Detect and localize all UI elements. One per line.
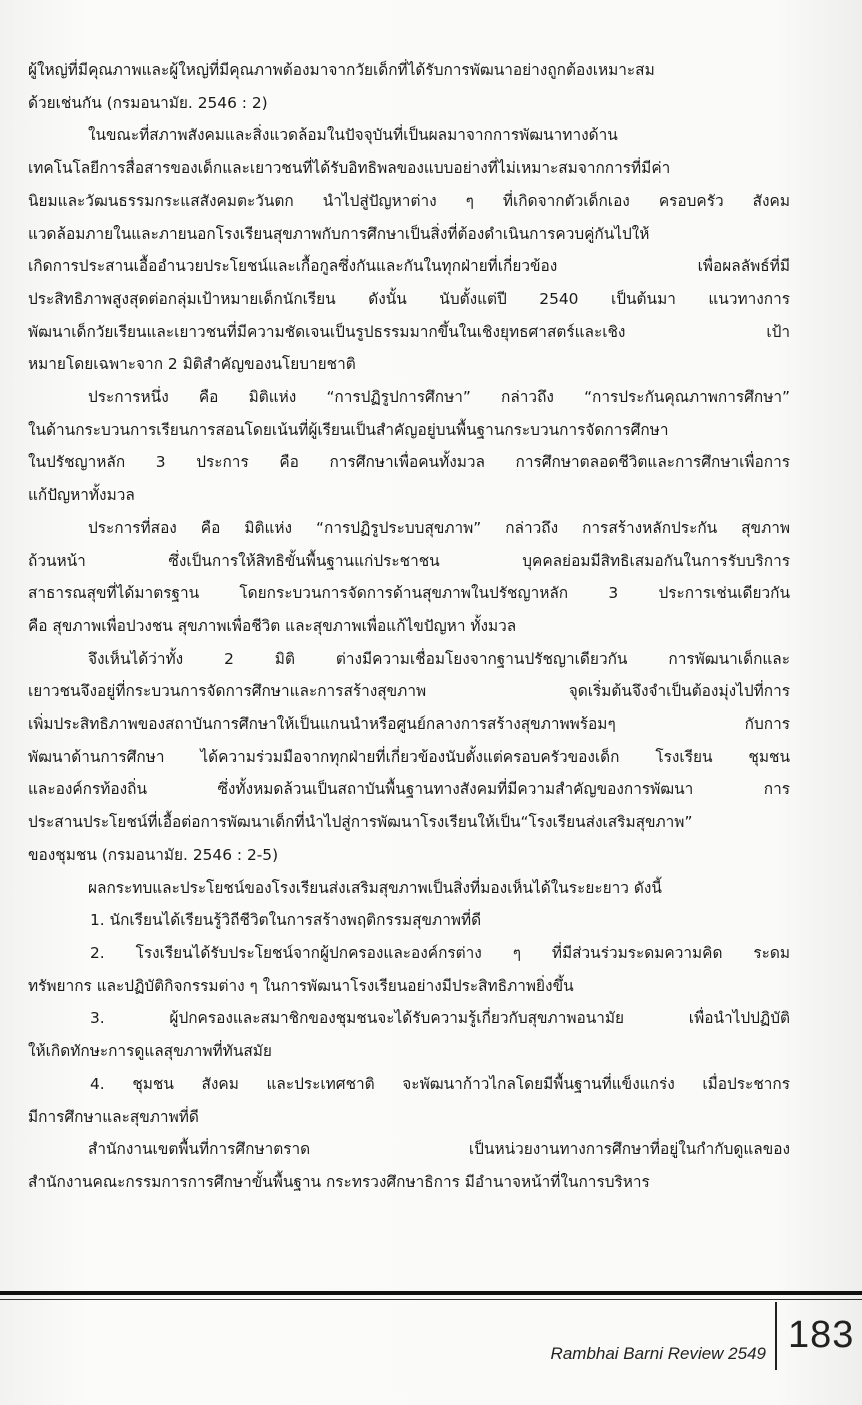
text-line: และองค์กรท้องถิ่น ซึ่งทั้งหมดล้วนเป็นสถาบันพื้นฐานทางสังคมที่มีความสำคัญของการพัฒนา การ (28, 780, 790, 799)
text-line: 2. โรงเรียนได้รับประโยชน์จากผู้ปกครองและองค์กรต่าง ๆ ที่มีส่วนร่วมระดมความคิด ระดม (90, 943, 790, 962)
text-line: หมายโดยเฉพาะจาก 2 มิติสำคัญของนโยบายชาติ (28, 355, 356, 374)
text-line: 1. นักเรียนได้เรียนรู้วิถีชีวิตในการสร้างพฤติกรรมสุขภาพที่ดี (90, 911, 482, 930)
text-line: ของชุมชน (กรมอนามัย. 2546 : 2-5) (28, 845, 279, 864)
text-line: ประสานประโยชน์ที่เอื้อต่อการพัฒนาเด็กที่นำไปสู่การพัฒนาโรงเรียนให้เป็น“โรงเรียนส่งเสริมสุขภาพ” (28, 813, 693, 832)
text-line: เกิดการประสานเอื้ออำนวยประโยชน์และเกื้อกูลซึ่งกันและกันในทุกฝ่ายที่เกี่ยวข้อง เพื่อผลลัพธ์ที่มี (28, 257, 790, 276)
text-line: สาธารณสุขที่ได้มาตรฐาน โดยกระบวนการจัดการด้านสุขภาพในปรัชญาหลัก 3 ประการเช่นเดียวกัน (28, 584, 790, 603)
text-line: 3. ผู้ปกครองและสมาชิกของชุมชนจะได้รับความรู้เกี่ยวกับสุขภาพอนามัย เพื่อนำไปปฏิบัติ (90, 1009, 790, 1028)
text-line: ในด้านกระบวนการเรียนการสอนโดยเน้นที่ผู้เรียนเป็นสำคัญอยู่บนพื้นฐานกระบวนการจัดการศึกษา (28, 420, 669, 439)
text-line: เยาวชนจึงอยู่ที่กระบวนการจัดการศึกษาและการสร้างสุขภาพ จุดเริ่มต้นจึงจำเป็นต้องมุ่งไปที่การ (28, 682, 790, 701)
text-line: ผลกระทบและประโยชน์ของโรงเรียนส่งเสริมสุขภาพเป็นสิ่งที่มองเห็นได้ในระยะยาว ดังนี้ (88, 878, 662, 897)
text-line: ประการที่สอง คือ มิติแห่ง “การปฏิรูประบบสุขภาพ” กล่าวถึง การสร้างหลักประกัน สุขภาพ (88, 518, 790, 537)
footer-divider (775, 1302, 777, 1370)
text-line: ผู้ใหญ่ที่มีคุณภาพและผู้ใหญ่ที่มีคุณภาพต้องมาจากวัยเด็กที่ได้รับการพัฒนาอย่างถูกต้องเหมาะสม (28, 61, 655, 79)
text-line: แก้ปัญหาทั้งมวล (28, 486, 135, 505)
text-line: พัฒนาด้านการศึกษา ได้ความร่วมมือจากทุกฝ่ายที่เกี่ยวข้องนับตั้งแต่ครอบครัวของเด็ก โรงเรียน ชุมชน (28, 747, 790, 766)
text-line: 4. ชุมชน สังคม และประเทศชาติ จะพัฒนาก้าวไกลโดยมีพื้นฐานที่แข็งแกร่ง เมื่อประชากร (90, 1074, 790, 1093)
text-line: คือ สุขภาพเพื่อปวงชน สุขภาพเพื่อชีวิต และสุขภาพเพื่อแก้ไขปัญหา ทั้งมวล (28, 616, 517, 635)
text-line: สำนักงานคณะกรรมการการศึกษาขั้นพื้นฐาน กระทรวงศึกษาธิการ มีอำนาจหน้าที่ในการบริหาร (28, 1172, 650, 1191)
journal-name: Rambhai Barni Review 2549 (550, 1344, 766, 1363)
text-line: พัฒนาเด็กวัยเรียนและเยาวชนที่มีความชัดเจนเป็นรูปธรรมมากขึ้นในเชิงยุทธศาสตร์และเชิง เป้า (28, 322, 790, 341)
text-line: ประการหนึ่ง คือ มิติแห่ง “การปฏิรูปการศึกษา” กล่าวถึง “การประกันคุณภาพการศึกษา” (88, 388, 790, 407)
text-line: นิยมและวัฒนธรรมกระแสสังคมตะวันตก นำไปสู่ปัญหาต่าง ๆ ที่เกิดจากตัวเด็กเอง ครอบครัว สังคม (28, 191, 790, 210)
article-body (28, 54, 790, 1199)
page-number: 183 (788, 1314, 855, 1356)
text-line: ประสิทธิภาพสูงสุดต่อกลุ่มเป้าหมายเด็กนักเรียน ดังนั้น นับตั้งแต่ปี 2540 เป็นต้นมา แนวทางการ (28, 289, 790, 308)
text-line: เทคโนโลยีการสื่อสารของเด็กและเยาวชนที่ได้รับอิทธิพลของแบบอย่างที่ไม่เหมาะสมจากการที่มีค่า (28, 159, 671, 178)
footer-rule-thin (0, 1299, 862, 1300)
text-line: แวดล้อมภายในและภายนอกโรงเรียนสุขภาพกับการศึกษาเป็นสิ่งที่ต้องดำเนินการควบคู่กันไปให้ (28, 224, 650, 243)
text-line: ในปรัชญาหลัก 3 ประการ คือ การศึกษาเพื่อคนทั้งมวล การศึกษาตลอดชีวิตและการศึกษาเพื่อการ (28, 453, 790, 472)
footer-rule-thick (0, 1291, 862, 1295)
text-line: ถ้วนหน้า ซึ่งเป็นการให้สิทธิขั้นพื้นฐานแก่ประชาชน บุคคลย่อมมีสิทธิเสมอกันในการรับบริการ (28, 551, 790, 570)
text-line: สำนักงานเขตพื้นที่การศึกษาตราด เป็นหน่วยงานทางการศึกษาที่อยู่ในกำกับดูแลของ (88, 1140, 790, 1159)
text-line: ให้เกิดทักษะการดูแลสุขภาพที่ทันสมัย (28, 1042, 272, 1061)
text-line: เพิ่มประสิทธิภาพของสถาบันการศึกษาให้เป็นแกนนำหรือศูนย์กลางการสร้างสุขภาพพร้อมๆ กับการ (28, 715, 790, 734)
text-line: ทรัพยากร และปฏิบัติกิจกรรมต่าง ๆ ในการพัฒนาโรงเรียนอย่างมีประสิทธิภาพยิ่งขึ้น (28, 976, 574, 995)
text-line: จึงเห็นได้ว่าทั้ง 2 มิติ ต่างมีความเชื่อมโยงจากฐานปรัชญาเดียวกัน การพัฒนาเด็กและ (88, 649, 790, 668)
text-line: มีการศึกษาและสุขภาพที่ดี (28, 1107, 199, 1126)
text-line: ด้วยเช่นกัน (กรมอนามัย. 2546 : 2) (28, 93, 268, 112)
text-line: ในขณะที่สภาพสังคมและสิ่งแวดล้อมในปัจจุบันที่เป็นผลมาจากการพัฒนาทางด้าน (88, 126, 618, 145)
